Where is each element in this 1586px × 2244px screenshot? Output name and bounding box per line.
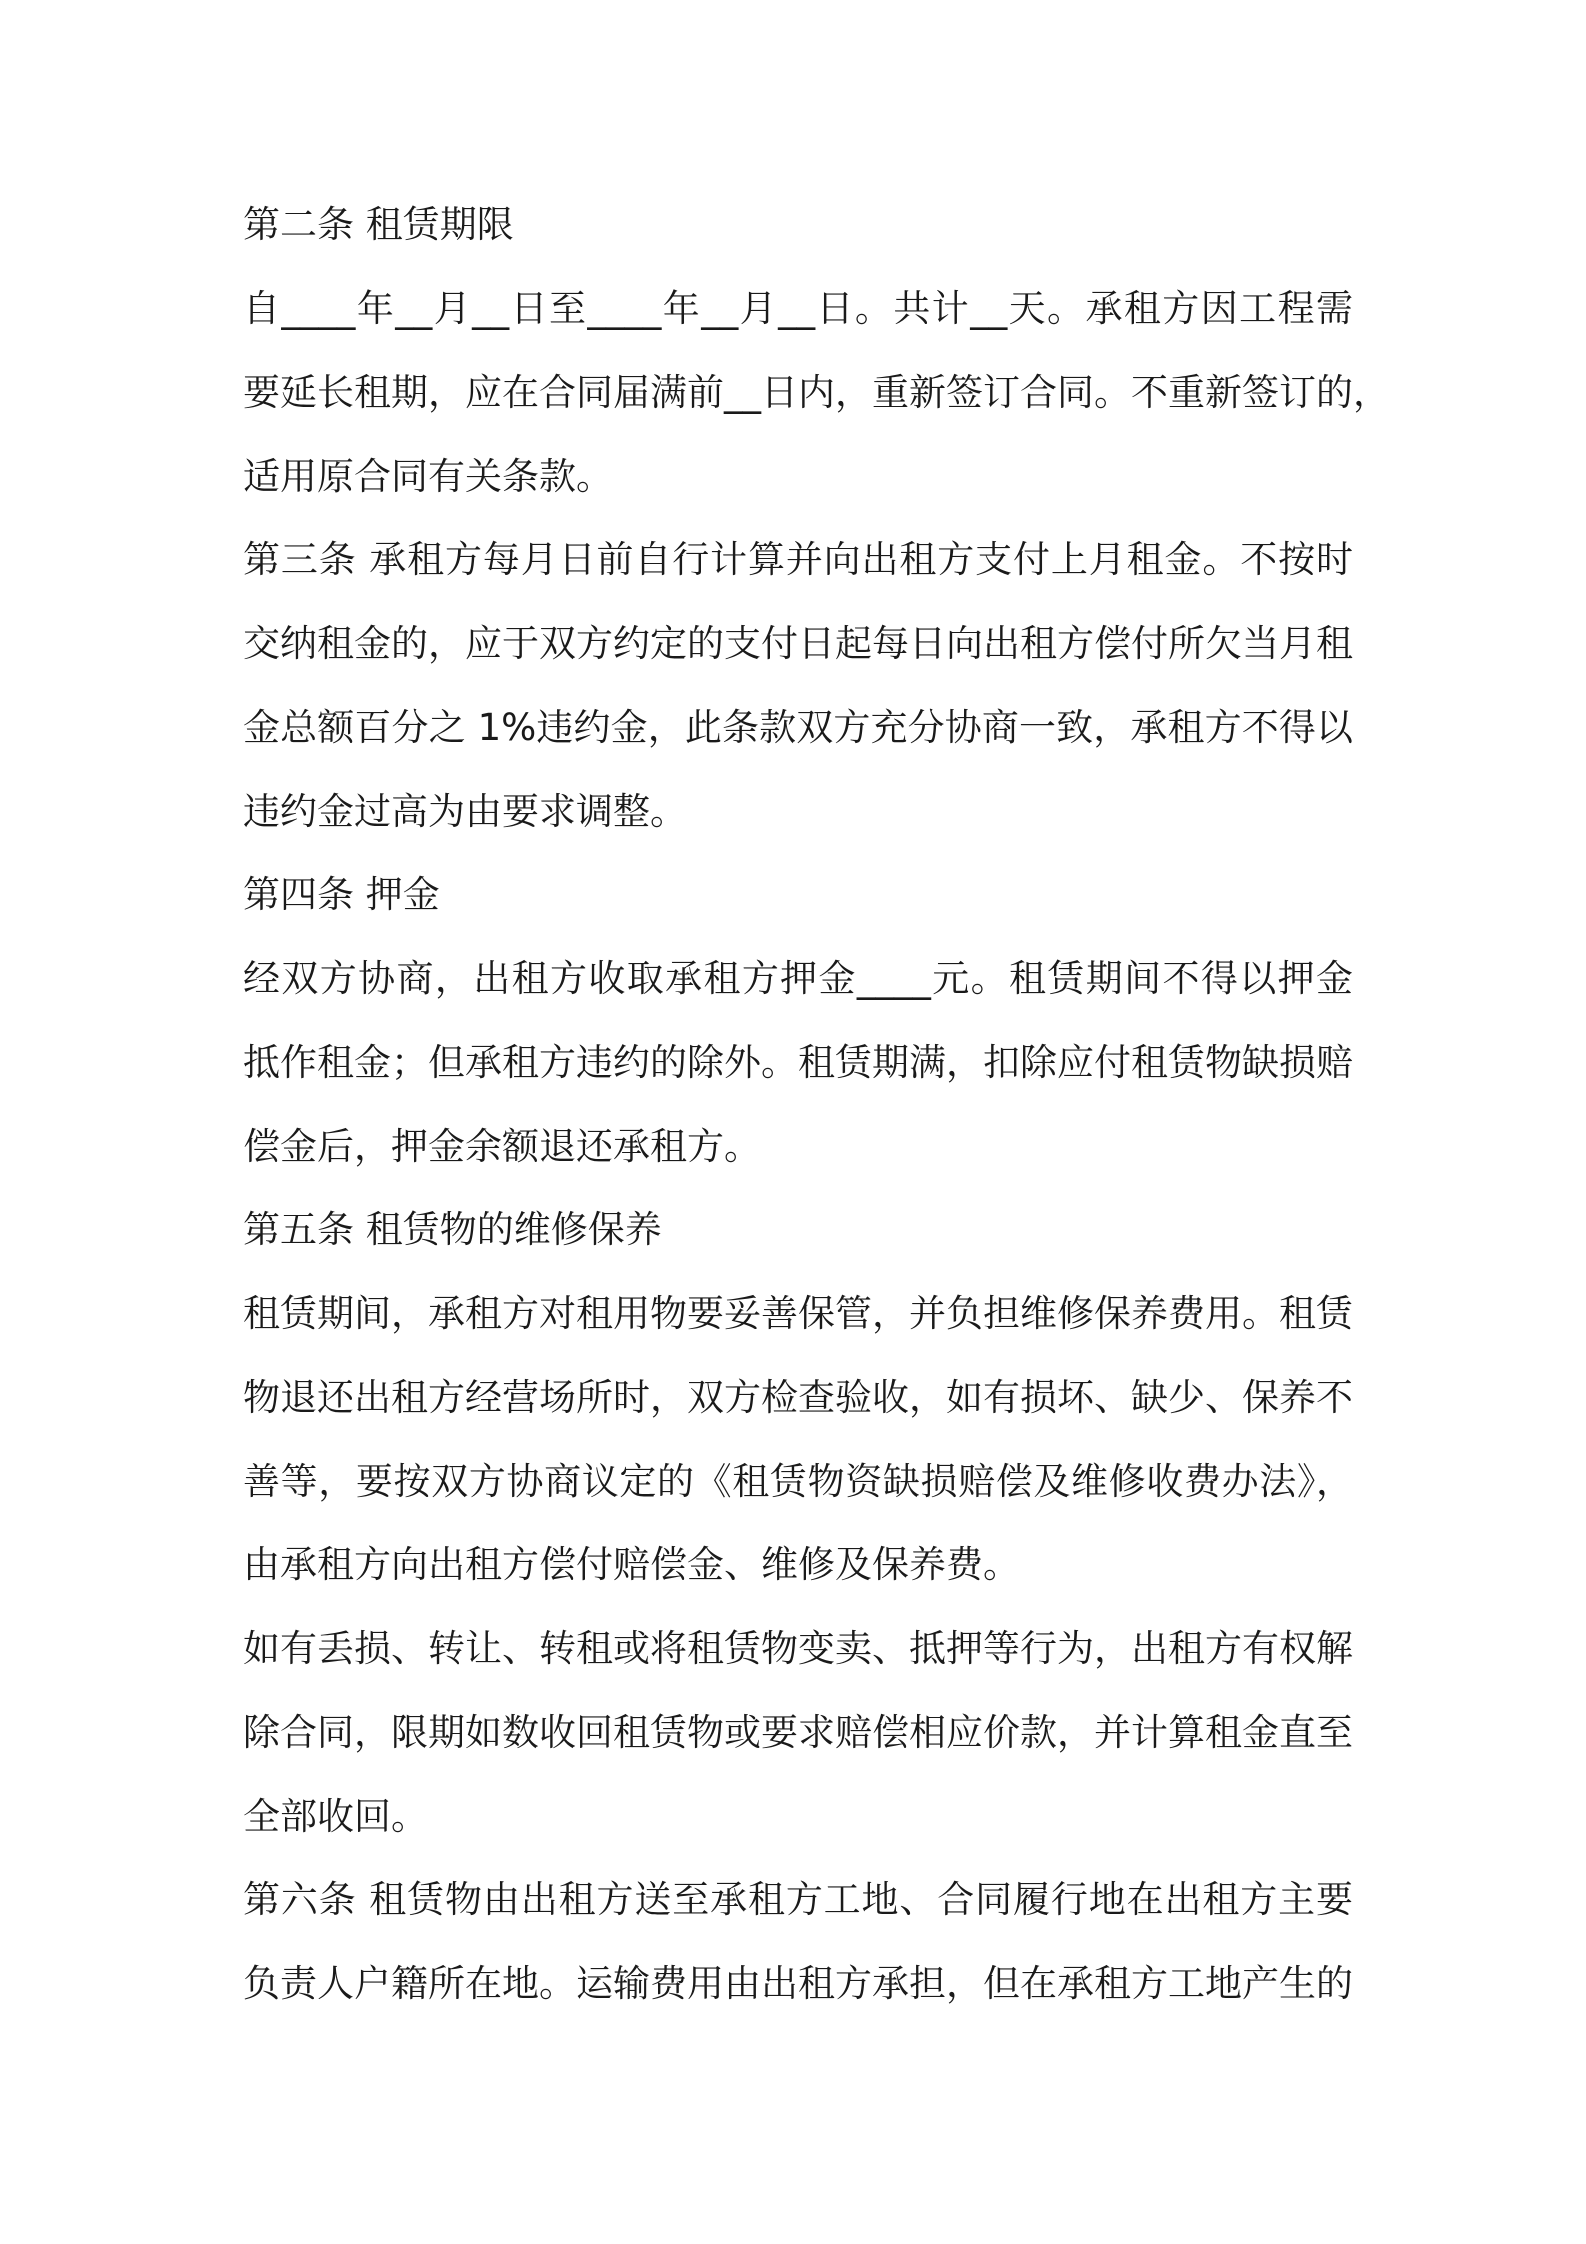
article-2-text: 适用原合同有关条款。 [243, 455, 613, 498]
article-2-text: 自____年__月__日至____年__月__日。共计__天。承租方因工程需 [243, 287, 1353, 330]
article-6-text: 负责人户籍所在地。运输费用由出租方承担，但在承租方工地产生的 [243, 1962, 1353, 2005]
article-3-text: 第三条 承租方每月日前自行计算并向出租方支付上月租金。不按时 [243, 538, 1353, 581]
article-5-text: 由承租方向出租方偿付赔偿金、维修及保养费。 [243, 1543, 1020, 1586]
article-6-text: 第六条 租赁物由出租方送至承租方工地、合同履行地在出租方主要 [243, 1878, 1353, 1921]
article-3-text: 金总额百分之 1%违约金，此条款双方充分协商一致，承租方不得以 [243, 706, 1353, 749]
article-5-text: 除合同，限期如数收回租赁物或要求赔偿相应价款，并计算租金直至 [243, 1711, 1353, 1754]
article-4-text: 偿金后，押金余额退还承租方。 [243, 1125, 761, 1168]
article-3-text: 交纳租金的，应于双方约定的支付日起每日向出租方偿付所欠当月租 [243, 622, 1353, 665]
article-4-text: 抵作租金；但承租方违约的除外。租赁期满，扣除应付租赁物缺损赔 [243, 1041, 1353, 1084]
article-2-text: 要延长租期，应在合同届满前__日内，重新签订合同。不重新签订的， [243, 371, 1390, 414]
article-5-text: 如有丢损、转让、转租或将租赁物变卖、抵押等行为，出租方有权解 [243, 1627, 1353, 1670]
article-5-text: 善等，要按双方协商议定的《租赁物资缺损赔偿及维修收费办法》， [243, 1460, 1353, 1503]
article-5-text: 全部收回。 [243, 1795, 428, 1838]
article-5-text: 租赁期间，承租方对租用物要妥善保管，并负担维修保养费用。租赁 [243, 1292, 1353, 1335]
article-5-text: 物退还出租方经营场所时，双方检查验收，如有损坏、缺少、保养不 [243, 1376, 1353, 1419]
article-5-heading: 第五条 租赁物的维修保养 [243, 1208, 662, 1251]
article-4-heading: 第四条 押金 [243, 873, 440, 916]
article-2-heading: 第二条 租赁期限 [243, 203, 514, 246]
article-4-text: 经双方协商，出租方收取承租方押金____元。租赁期间不得以押金 [243, 957, 1353, 1000]
article-3-text: 违约金过高为由要求调整。 [243, 790, 687, 833]
